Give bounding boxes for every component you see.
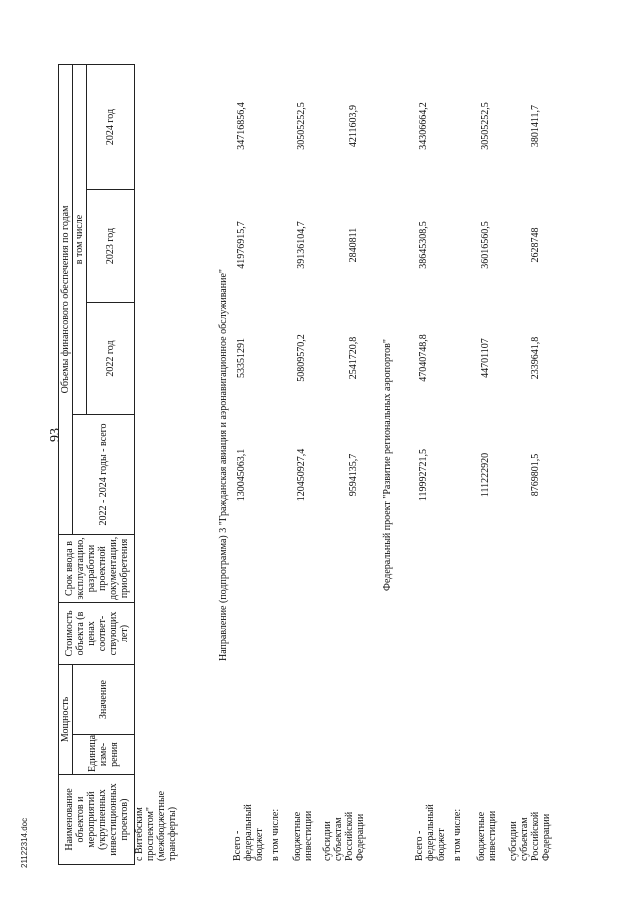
value-total: 9594135,7	[348, 453, 359, 497]
value-2022: 2541720,8	[348, 336, 359, 380]
header-year-2023: 2023 год	[87, 190, 135, 303]
page-number: 93	[48, 428, 63, 442]
value-2023: 36016560,5	[480, 221, 491, 269]
value-total: 111222920	[480, 452, 491, 498]
value-total: 120450927,4	[296, 448, 307, 502]
value-2023: 38645308,5	[418, 221, 429, 269]
value-2024: 30505252,5	[480, 102, 491, 150]
value-2024: 3801411,7	[530, 104, 541, 148]
value-2024: 34306664,2	[418, 102, 429, 150]
header-value: Значение	[73, 665, 135, 735]
value-2023: 2628748	[530, 227, 541, 263]
header-total-period: 2022 - 2024 годы - всего	[73, 415, 135, 535]
header-including: в том числе	[73, 65, 87, 415]
row-label: бюджетные инвестиции	[292, 810, 314, 861]
table-header	[58, 64, 135, 865]
section-title: Направление (подпрограмма) 3 "Гражданская авиация и аэронавигационное обслуживание"	[218, 269, 229, 661]
row-label: Всего - федеральный бюджет	[232, 804, 265, 861]
value-2022: 2339641,8	[530, 336, 541, 380]
row-label: субсидии субъектам Российской Федерации	[322, 811, 366, 861]
header-year-2022: 2022 год	[87, 303, 135, 415]
document-code: 21122314.doc	[20, 817, 29, 868]
value-2024: 34716856,4	[236, 102, 247, 150]
header-year-2024: 2024 год	[87, 65, 135, 190]
value-total: 8769801,5	[530, 453, 541, 497]
row-label: в том числе:	[452, 808, 463, 861]
value-2022: 50809570,2	[296, 334, 307, 382]
rotated-table-content	[58, 65, 598, 865]
row-label: субсидии субъектам Российской Федерации	[508, 811, 552, 861]
header-cost: Стоимость объекта (в ценах соответ-ствующих лет)	[59, 603, 135, 665]
intro-text: с Витебским проспектом" (межбюджетные трансферты)	[134, 790, 178, 861]
value-2024: 4211603,9	[348, 104, 359, 148]
value-total: 130045063,1	[236, 448, 247, 502]
row-label: бюджетные инвестиции	[476, 810, 498, 861]
value-2023: 41976915,7	[236, 221, 247, 269]
header-unit: Единица изме-рения	[73, 735, 135, 775]
section-title: Федеральный проект "Развитие региональных аэропортов"	[382, 339, 393, 591]
header-name-column: Наименование объектов и мероприятий (укрупненных инвестиционных проектов)	[59, 775, 135, 865]
value-2023: 2840811	[348, 227, 359, 263]
header-capacity: Мощность	[59, 665, 73, 775]
row-label: в том числе:	[270, 808, 281, 861]
value-2022: 53351291	[236, 338, 247, 378]
value-2022: 44701107	[480, 338, 491, 378]
header-term: Срок ввода в эксплуатацию, разработки проектной документации, приобретения	[59, 535, 135, 603]
value-2023: 39136104,7	[296, 221, 307, 269]
row-label: Всего - федеральный бюджет	[414, 804, 447, 861]
header-funding-title: Объемы финансового обеспечения по годам	[59, 65, 73, 535]
value-2022: 47040748,8	[418, 334, 429, 382]
value-total: 119992721,5	[418, 448, 429, 502]
value-2024: 30505252,5	[296, 102, 307, 150]
